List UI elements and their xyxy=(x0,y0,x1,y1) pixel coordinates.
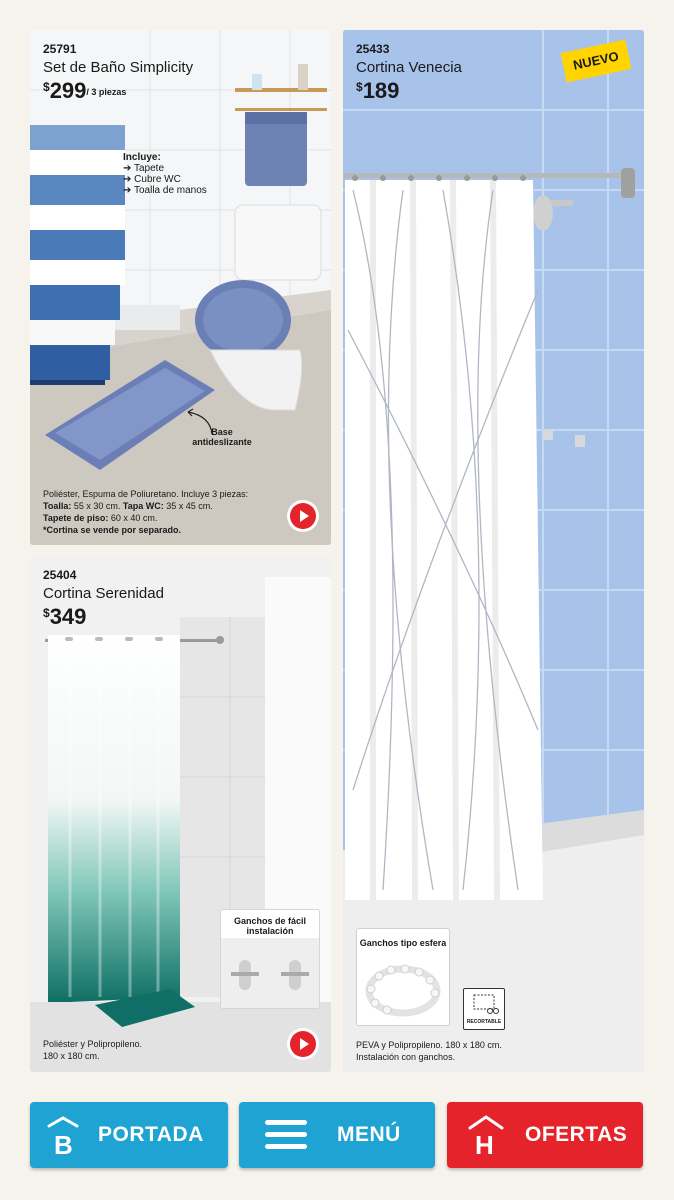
price-value: 349 xyxy=(49,604,87,629)
recortable-box xyxy=(463,988,505,1030)
desc-line: Tapete de piso: 60 x 40 cm. xyxy=(43,513,158,523)
includes-item: ➔ Cubre WC xyxy=(123,174,181,185)
product-price xyxy=(356,78,399,104)
product-sku: 25791 xyxy=(43,42,77,56)
desc-line: Toalla: 55 x 30 cm. Tapa WC: 35 x 45 cm. xyxy=(43,501,213,511)
callout-ganchos-facil: Ganchos de fácil instalación xyxy=(233,916,307,936)
currency-symbol: $ xyxy=(43,80,50,94)
set-bano-photo xyxy=(30,30,331,545)
product-card-cortina-venecia[interactable] xyxy=(343,30,644,1072)
desc-note: *Cortina se vende por separado. xyxy=(43,525,182,535)
ganchos-esfera-box xyxy=(356,928,450,1026)
price-unit: / 3 piezas xyxy=(86,87,127,98)
product-description xyxy=(43,488,248,536)
play-video-icon[interactable] xyxy=(290,1031,316,1057)
desc-line: Instalación con ganchos. xyxy=(356,1052,456,1062)
portada-label: PORTADA xyxy=(98,1123,204,1146)
price-value: 189 xyxy=(362,78,400,103)
desc-line: Poliéster y Polipropileno. xyxy=(43,1039,143,1049)
product-name: Set de Baño Simplicity xyxy=(43,59,194,76)
callout-base-antideslizante: Base antideslizante xyxy=(192,427,252,447)
ring-hooks-image xyxy=(357,953,449,1023)
portada-b-icon xyxy=(46,1116,80,1156)
includes-title: Incluye: xyxy=(123,152,161,163)
product-name: Cortina Venecia xyxy=(356,59,462,76)
product-sku: 25433 xyxy=(356,42,390,56)
includes-item: ➔ Toalla de manos xyxy=(123,185,207,196)
currency-symbol: $ xyxy=(43,606,50,620)
play-video-icon[interactable] xyxy=(290,503,316,529)
ofertas-h-icon xyxy=(467,1114,505,1156)
includes-item: ➔ Tapete xyxy=(123,163,165,174)
nuevo-badge: NUEVO xyxy=(561,39,632,82)
svg-text:H: H xyxy=(475,1130,494,1156)
desc-line: 180 x 180 cm. xyxy=(43,1051,100,1061)
callout-ganchos-esfera: Ganchos tipo esfera xyxy=(359,938,447,948)
price-value: 299 xyxy=(49,78,87,103)
svg-text:B: B xyxy=(54,1130,73,1156)
product-price xyxy=(43,604,86,630)
portada-button[interactable] xyxy=(30,1102,228,1168)
ganchos-callout-box xyxy=(220,909,320,1009)
product-price xyxy=(43,78,126,104)
ofertas-button[interactable] xyxy=(447,1102,643,1168)
product-sku: 25404 xyxy=(43,568,77,582)
product-description xyxy=(356,1039,502,1063)
recortable-label: RECORTABLE xyxy=(466,1019,502,1025)
currency-symbol: $ xyxy=(356,80,363,94)
desc-line: Poliéster, Espuma de Poliuretano. Incluye 3 piezas: xyxy=(43,489,249,499)
menu-button[interactable] xyxy=(239,1102,435,1168)
hamburger-menu-icon xyxy=(265,1118,309,1152)
cortina-venecia-photo xyxy=(343,30,644,1072)
product-card-cortina-serenidad[interactable] xyxy=(30,557,331,1072)
scissors-icon xyxy=(464,991,504,1019)
product-description xyxy=(43,1038,142,1062)
product-card-set-bano[interactable] xyxy=(30,30,331,545)
ofertas-label: OFERTAS xyxy=(525,1123,628,1146)
desc-line: PEVA y Polipropileno. 180 x 180 cm. xyxy=(356,1040,502,1050)
includes-list xyxy=(123,152,207,196)
product-name: Cortina Serenidad xyxy=(43,585,164,602)
menu-label: MENÚ xyxy=(337,1123,401,1146)
